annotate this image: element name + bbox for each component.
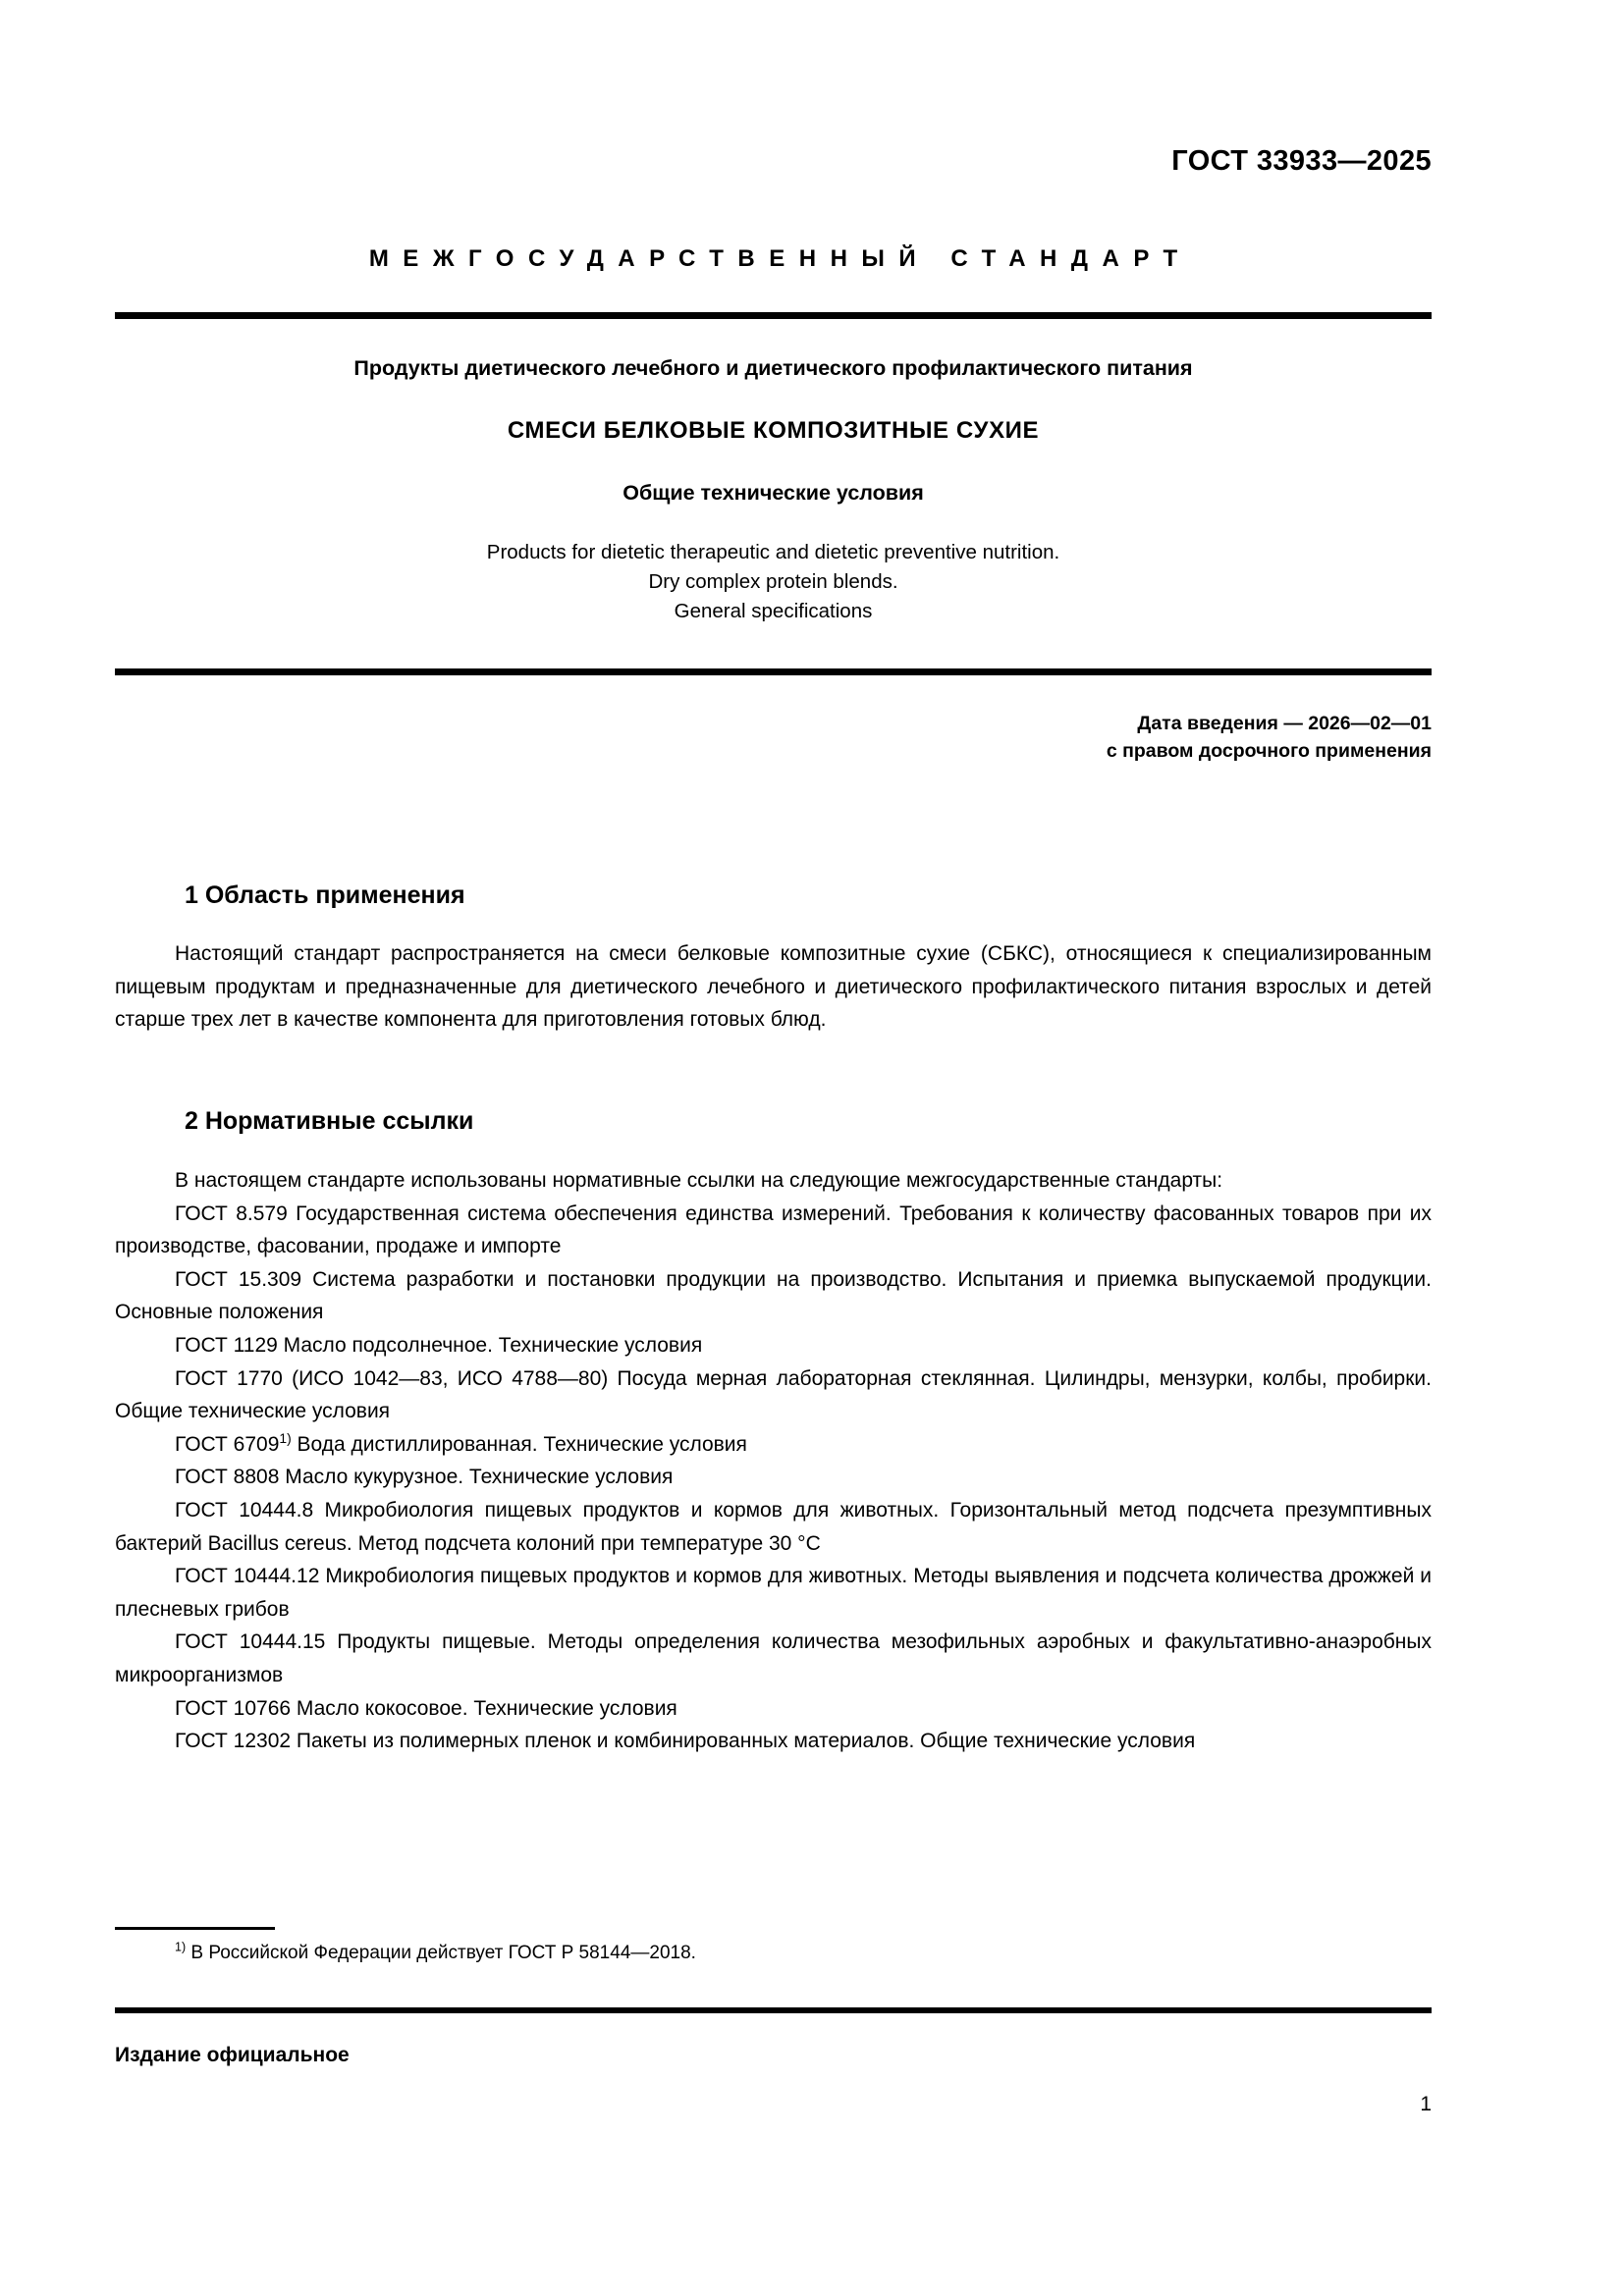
section-1-body: [115, 937, 1432, 1037]
reference-item: ГОСТ 1129 Масло подсолнечное. Технические условия: [175, 1333, 703, 1357]
reference-6709-prefix: ГОСТ 6709: [175, 1432, 280, 1456]
footer-rule: [115, 2007, 1432, 2013]
introduction-date: Дата введения — 2026—02—01: [1137, 713, 1432, 734]
footnote: [115, 1940, 1432, 1967]
title-rule-bottom: [115, 668, 1432, 675]
introduction-date-block: [115, 710, 1432, 765]
section-1-heading: 1 Область применения: [185, 881, 465, 909]
section-1-paragraph: Настоящий стандарт распространяется на смеси белковые композитные сухие (СБКС), относящиеся к специализированным пищевым продуктам и предназначенные для диетического лечебного и диетического профилактического питания взрослых и детей старше трех лет в качестве компонента для приготовления готовых блюд.: [115, 942, 1432, 1032]
gost-number-header: ГОСТ 33933—2025: [1171, 145, 1432, 177]
title-subtitle: Общие технические условия: [623, 481, 924, 505]
introduction-early-use: с правом досрочного применения: [1106, 740, 1432, 762]
reference-item: ГОСТ 15.309 Система разработки и постановки продукции на производство. Испытания и приемка выпускаемой продукции. Основные положения: [115, 1267, 1432, 1324]
title-english-line-2: Dry complex protein blends.: [648, 570, 898, 593]
section-2-body: [115, 1164, 1432, 1758]
reference-item: ГОСТ 8.579 Государственная система обеспечения единства измерений. Требования к количеству фасованных товаров при их производстве, фасовании, продаже и импорте: [115, 1201, 1432, 1258]
footnote-text: В Российской Федерации действует ГОСТ Р 58144—2018.: [186, 1943, 696, 1963]
title-scope-line: Продукты диетического лечебного и диетического профилактического питания: [353, 356, 1193, 380]
section-2-intro: В настоящем стандарте использованы нормативные ссылки на следующие межгосударственные стандарты:: [175, 1169, 1223, 1192]
reference-item: ГОСТ 1770 (ИСО 1042—83, ИСО 4788—80) Посуда мерная лабораторная стеклянная. Цилиндры, мензурки, колбы, пробирки. Общие технические условия: [115, 1366, 1432, 1423]
section-2-heading: 2 Нормативные ссылки: [185, 1107, 474, 1135]
footnote-marker-inline: 1): [279, 1429, 292, 1446]
title-english-line-3: General specifications: [674, 600, 873, 622]
reference-item: ГОСТ 10444.15 Продукты пищевые. Методы определения количества мезофильных аэробных и факультативно-анаэробных микроорганизмов: [115, 1630, 1432, 1686]
interstate-standard-line: МЕЖГОСУДАРСТВЕННЫЙ СТАНДАРТ: [368, 245, 1192, 272]
reference-item: ГОСТ 12302 Пакеты из полимерных пленок и комбинированных материалов. Общие технические условия: [175, 1730, 1196, 1753]
reference-item: ГОСТ 10444.8 Микробиология пищевых продуктов и кормов для животных. Горизонтальный метод подсчета презумптивных бактерий Bacillus cereus. Метод подсчета колоний при температуре 30 °С: [115, 1498, 1432, 1555]
footnote-marker: 1): [175, 1940, 187, 1954]
reference-item: ГОСТ 10444.12 Микробиология пищевых продуктов и кормов для животных. Методы выявления и подсчета количества дрожжей и плесневых грибов: [115, 1565, 1432, 1621]
reference-item: ГОСТ 8808 Масло кукурузное. Технические условия: [175, 1466, 674, 1489]
page-number: 1: [1420, 2093, 1432, 2115]
title-rule-top: [115, 312, 1432, 319]
title-english-line-1: Products for dietetic therapeutic and dietetic preventive nutrition.: [486, 541, 1060, 563]
page-title: СМЕСИ БЕЛКОВЫЕ КОМПОЗИТНЫЕ СУХИЕ: [507, 417, 1040, 444]
reference-item: ГОСТ 10766 Масло кокосовое. Технические условия: [175, 1696, 677, 1720]
title-english-block: [115, 538, 1432, 626]
reference-item-6709: [115, 1428, 1432, 1462]
official-edition-label: Издание официальное: [115, 2044, 350, 2066]
reference-6709-suffix: Вода дистиллированная. Технические условия: [291, 1432, 747, 1456]
footnote-separator-rule: [115, 1927, 275, 1930]
